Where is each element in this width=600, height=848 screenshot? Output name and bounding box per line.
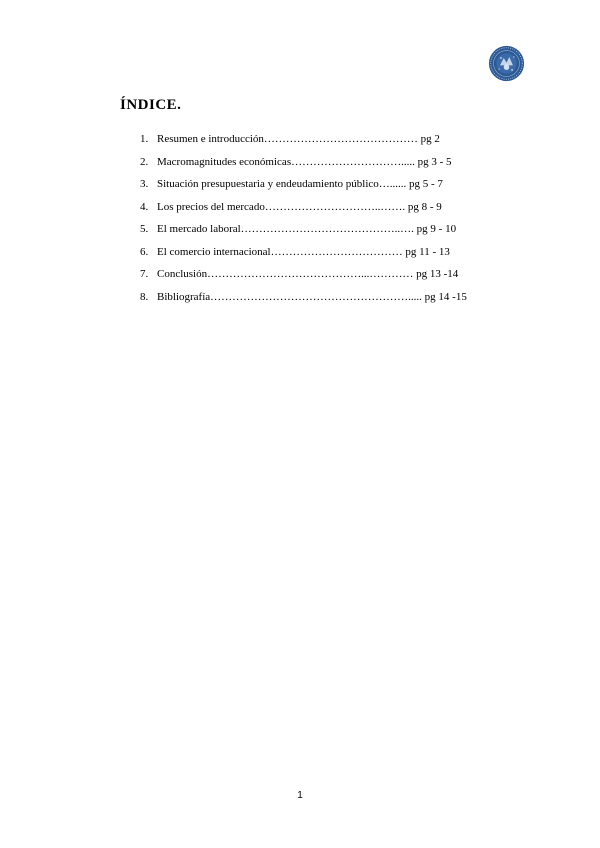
toc-item-number: 6. [140, 245, 149, 258]
toc-item [140, 128, 500, 151]
toc-item-number: 7. [140, 268, 149, 280]
university-seal-icon [488, 45, 525, 82]
toc-item-label: Situación presupuestaria y endeudamiento público…...... pg 5 - 7 [157, 178, 443, 190]
toc-item-number: 4. [140, 200, 149, 213]
toc-item [140, 286, 500, 309]
page-number: 1 [297, 790, 303, 801]
toc-item [140, 241, 500, 264]
toc-item-label: Los precios del mercado…………………………..……. pg 8 - 9 [157, 200, 442, 213]
toc-item [140, 196, 500, 219]
toc-item-label: El mercado laboral……………………………………..…. pg 9 - 10 [157, 223, 457, 235]
toc-item [140, 151, 500, 174]
toc-item [140, 218, 500, 241]
table-of-contents [140, 128, 500, 308]
toc-title: ÍNDICE. [120, 97, 182, 113]
toc-item-number: 1. [140, 133, 149, 145]
toc-item-number: 8. [140, 290, 149, 303]
toc-item-number: 3. [140, 178, 149, 190]
toc-item [140, 173, 500, 196]
toc-item-number: 2. [140, 155, 149, 168]
toc-item-label: Conclusión……………………………………...………… pg 13 -14 [157, 268, 459, 280]
toc-item-label: Bibliografía………………………………………………..... pg 14 -15 [157, 290, 467, 303]
toc-item-label: El comercio internacional……………………………… pg 11 - 13 [157, 245, 450, 258]
toc-item [140, 263, 500, 286]
toc-item-number: 5. [140, 223, 149, 235]
toc-item-label: Resumen e introducción…………………………………… pg 2 [157, 133, 440, 145]
toc-item-label: Macromagnitudes económicas…………………………..... pg 3 - 5 [157, 155, 452, 168]
